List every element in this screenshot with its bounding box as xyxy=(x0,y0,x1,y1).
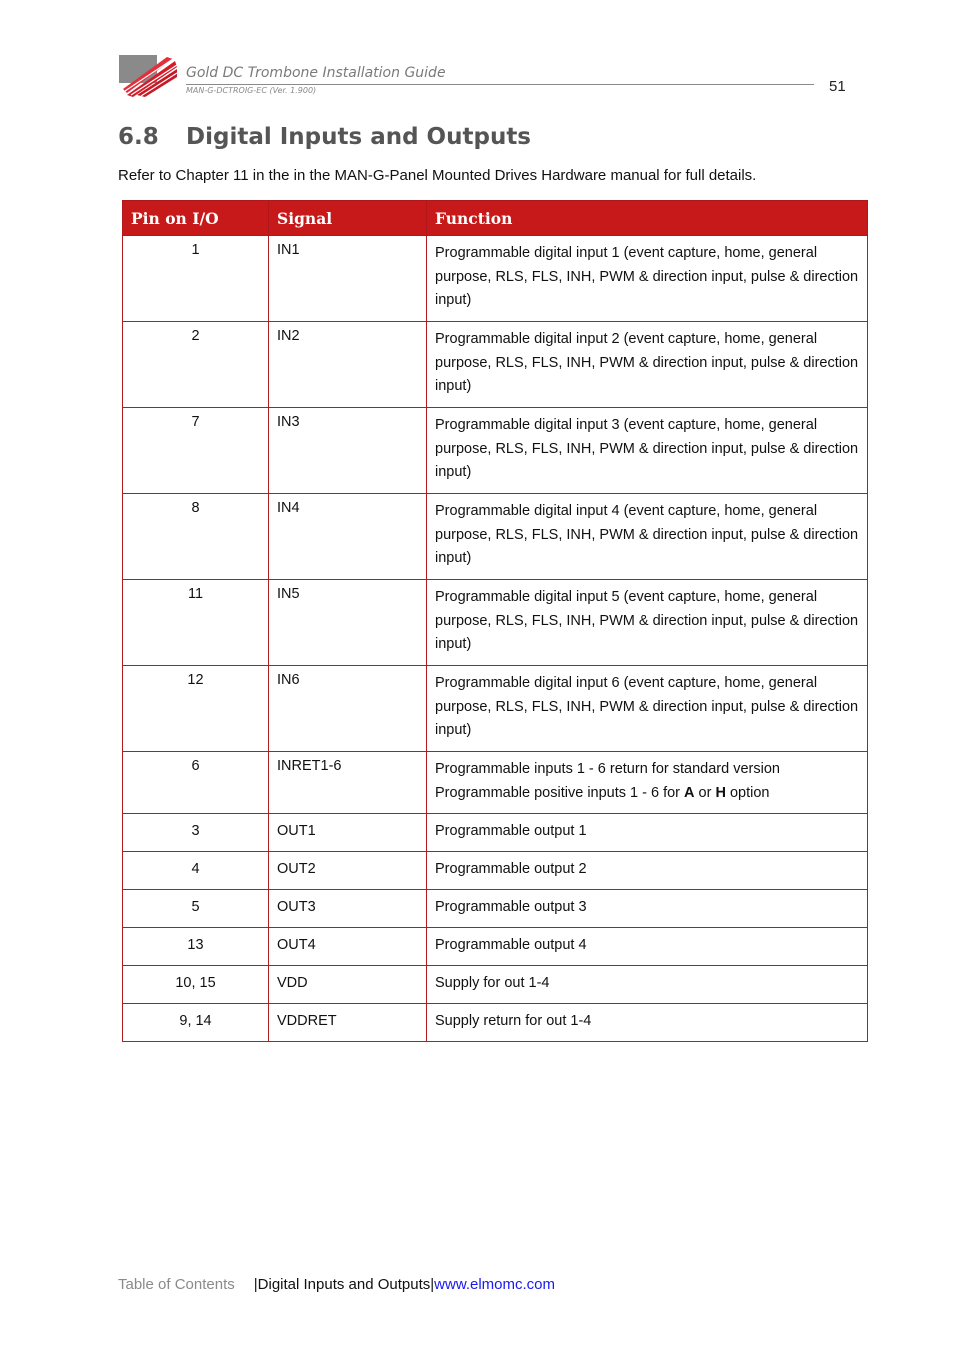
signal-cell: OUT1 xyxy=(269,814,427,852)
footer-section: Digital Inputs and Outputs xyxy=(257,1276,431,1293)
function-cell: Programmable output 4 xyxy=(427,928,868,966)
signal-cell: IN1 xyxy=(269,236,427,322)
function-text: option xyxy=(725,784,770,801)
signal-cell: IN6 xyxy=(269,666,427,752)
signal-cell: IN4 xyxy=(269,494,427,580)
table-row xyxy=(123,814,868,852)
signal-cell: VDD xyxy=(269,966,427,1004)
signal-cell: OUT2 xyxy=(269,852,427,890)
table-row xyxy=(123,852,868,890)
option-h-label: H xyxy=(715,784,726,801)
header-title: Gold DC Trombone Installation Guide xyxy=(186,65,446,81)
signal-cell: IN2 xyxy=(269,322,427,408)
pin-cell: 9, 14 xyxy=(123,1004,269,1042)
intro-paragraph: Refer to Chapter 11 in the in the MAN-G-Panel Mounted Drives Hardware manual for full details. xyxy=(118,167,757,184)
function-cell: Supply return for out 1-4 xyxy=(427,1004,868,1042)
header-divider xyxy=(186,84,814,85)
signal-cell: IN3 xyxy=(269,408,427,494)
table-row xyxy=(123,752,868,814)
footer-separator: | xyxy=(253,1276,258,1293)
table-row xyxy=(123,494,868,580)
table-row xyxy=(123,322,868,408)
function-cell: Supply for out 1-4 xyxy=(427,966,868,1004)
column-header-function: Function xyxy=(427,201,868,236)
table-row xyxy=(123,928,868,966)
function-cell: Programmable output 3 xyxy=(427,890,868,928)
section-number: 6.8 xyxy=(118,124,159,150)
table-row xyxy=(123,236,868,322)
table-header-row xyxy=(123,201,868,236)
signal-cell: IN5 xyxy=(269,580,427,666)
pin-cell: 6 xyxy=(123,752,269,814)
section-heading xyxy=(118,124,531,150)
pin-cell: 5 xyxy=(123,890,269,928)
function-cell: Programmable output 2 xyxy=(427,852,868,890)
footer-separator: | xyxy=(430,1276,435,1293)
function-cell: Programmable digital input 1 (event capture, home, general purpose, RLS, FLS, INH, PWM & direction input, pulse & direction input) xyxy=(427,236,868,322)
pin-cell: 8 xyxy=(123,494,269,580)
io-table xyxy=(122,200,868,1042)
function-cell: Programmable digital input 3 (event capture, home, general purpose, RLS, FLS, INH, PWM & direction input, pulse & direction input) xyxy=(427,408,868,494)
column-header-signal: Signal xyxy=(269,201,427,236)
pin-cell: 4 xyxy=(123,852,269,890)
table-row xyxy=(123,1004,868,1042)
section-title: Digital Inputs and Outputs xyxy=(186,124,531,150)
signal-cell: INRET1-6 xyxy=(269,752,427,814)
option-a-label: A xyxy=(684,784,695,801)
pin-cell: 1 xyxy=(123,236,269,322)
elmo-logo-icon xyxy=(117,53,179,97)
function-cell xyxy=(427,752,868,814)
pin-cell: 11 xyxy=(123,580,269,666)
function-text: Programmable positive inputs 1 - 6 for xyxy=(435,784,685,801)
function-cell: Programmable digital input 6 (event capture, home, general purpose, RLS, FLS, INH, PWM & direction input, pulse & direction input) xyxy=(427,666,868,752)
pin-cell: 3 xyxy=(123,814,269,852)
function-cell: Programmable digital input 4 (event capture, home, general purpose, RLS, FLS, INH, PWM & direction input, pulse & direction input) xyxy=(427,494,868,580)
pin-cell: 10, 15 xyxy=(123,966,269,1004)
function-line: Programmable inputs 1 - 6 return for standard version xyxy=(435,761,780,777)
pin-cell: 2 xyxy=(123,322,269,408)
page-number: 51 xyxy=(829,78,846,95)
signal-cell: OUT4 xyxy=(269,928,427,966)
function-cell: Programmable digital input 5 (event capture, home, general purpose, RLS, FLS, INH, PWM & direction input, pulse & direction input) xyxy=(427,580,868,666)
function-cell: Programmable digital input 2 (event capture, home, general purpose, RLS, FLS, INH, PWM & direction input, pulse & direction input) xyxy=(427,322,868,408)
signal-cell: OUT3 xyxy=(269,890,427,928)
pin-cell: 13 xyxy=(123,928,269,966)
table-row xyxy=(123,890,868,928)
header-doc-id: MAN-G-DCTROIG-EC (Ver. 1.900) xyxy=(186,86,317,95)
pin-cell: 7 xyxy=(123,408,269,494)
toc-link[interactable]: Table of Contents xyxy=(118,1276,235,1293)
column-header-pin: Pin on I/O xyxy=(123,201,269,236)
function-cell: Programmable output 1 xyxy=(427,814,868,852)
table-row xyxy=(123,580,868,666)
table-row xyxy=(123,966,868,1004)
pin-cell: 12 xyxy=(123,666,269,752)
website-link[interactable]: www.elmomc.com xyxy=(434,1276,556,1293)
table-row xyxy=(123,408,868,494)
function-line xyxy=(435,782,859,806)
page-footer xyxy=(118,1276,555,1293)
signal-cell: VDDRET xyxy=(269,1004,427,1042)
function-text: or xyxy=(694,784,716,801)
table-row xyxy=(123,666,868,752)
